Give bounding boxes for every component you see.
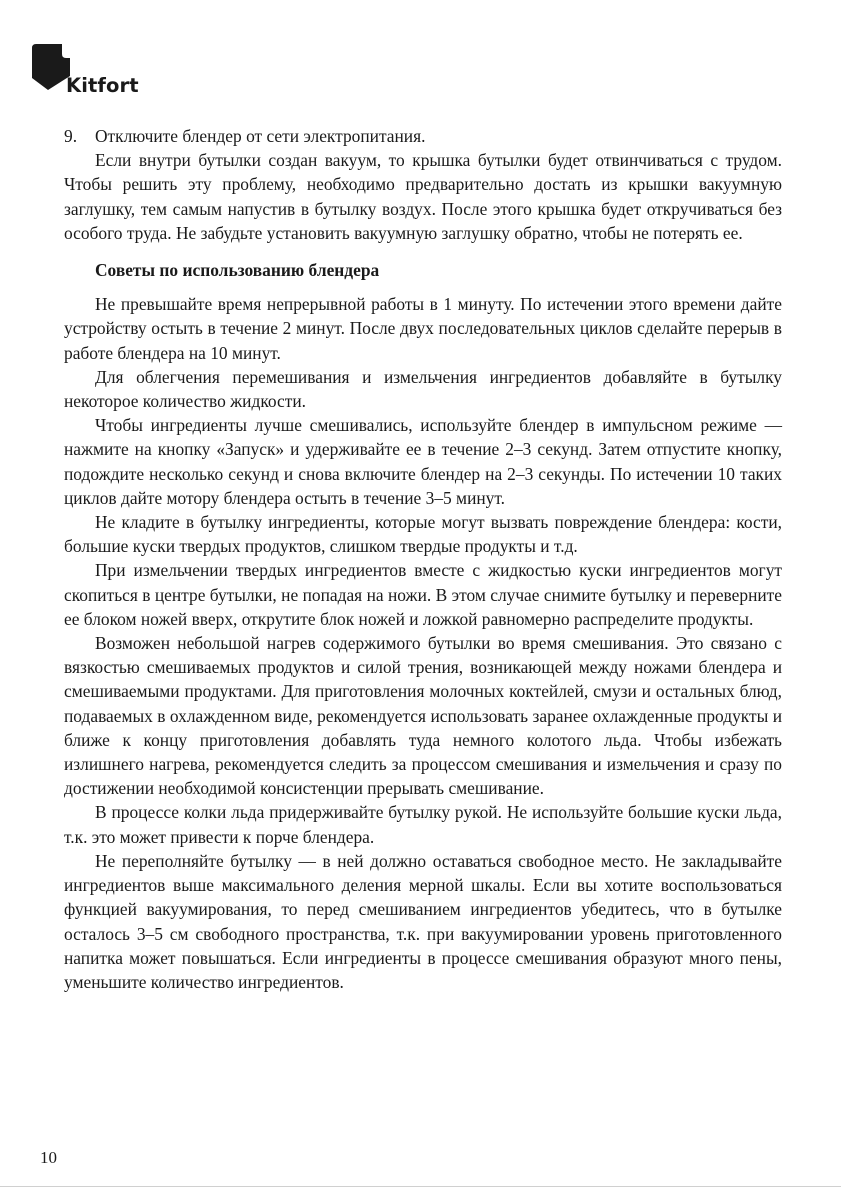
- paragraph: Не кладите в бутылку ингредиенты, которые могут вызвать повреждение блендера: кости, большие куски твердых продуктов, слишком твердые продукты и т.д.: [64, 512, 782, 557]
- paragraph: Не превышайте время непрерывной работы в 1 минуту. По истечении этого времени дайте устройству остыть в течение 2 минут. После двух последовательных циклов сделайте перерыв в работе блендера на 10 минут.: [64, 294, 782, 363]
- paragraph: При измельчении твердых ингредиентов вместе с жидкостью куски ингредиентов могут скопиться в центре бутылки, не попадая на ножи. В этом случае снимите бутылку и переверните ее блоком ножей вверх, открутите блок ножей и ложкой равномерно распределите продукты.: [64, 560, 782, 629]
- paragraph: В процессе колки льда придерживайте бутылку рукой. Не используйте большие куски льда, т.к. это может привести к порче блендера.: [64, 802, 782, 847]
- page-number: 10: [40, 1148, 57, 1167]
- document-body: [64, 124, 782, 994]
- section-heading: Советы по использованию блендера: [95, 260, 380, 281]
- step-9-text: Если внутри бутылки создан вакуум, то крышка бутылки будет отвинчиваться с трудом. Чтобы решить эту проблему, необходимо предварительно достать из крышки вакуумную заглушку, тем самым напустив в бутылку воздух. После этого крышка будет откручиваться без особого труда. Не забудьте установить вакуумную заглушку обратно, чтобы не потерять ее.: [64, 150, 782, 243]
- paragraph: Для облегчения перемешивания и измельчения ингредиентов добавляйте в бутылку некоторое количество жидкости.: [64, 366, 782, 412]
- step-9: [64, 124, 782, 148]
- step-number: 9.: [64, 126, 78, 146]
- bottom-rule: [0, 1186, 841, 1187]
- brand-logo: [32, 44, 152, 104]
- paragraph: Возможен небольшой нагрев содержимого бутылки во время смешивания. Это связано с вязкостью смешиваемых продуктов и силой трения, возникающей между ножами блендера и смешиваемыми продуктами. Для приготовления молочных коктейлей, смузи и остальных блюд, подаваемых в охлажденном виде, рекомендуется использовать заранее охлажденные продукты и ближе к концу приготовления добавлять туда немного колотого льда. Чтобы избежать излишнего нагрева, рекомендуется следить за процессом смешивания и измельчения и сразу по достижении необходимой консистенции прерывать смешивание.: [64, 633, 782, 799]
- brand-name: Kitfort: [66, 74, 139, 97]
- paragraph: Чтобы ингредиенты лучше смешивались, используйте блендер в импульсном режиме — нажмите на кнопку «Запуск» и удерживайте ее в течение 2–3 секунд. Затем отпустите кнопку, подождите несколько секунд и снова включите блендер на 2–3 секунды. По истечении 10 таких циклов дайте мотору блендера остыть в течение 3–5 минут.: [64, 415, 782, 508]
- paragraph: Не переполняйте бутылку — в ней должно оставаться свободное место. Не закладывайте ингредиентов выше максимального деления мерной шкалы. Если вы хотите воспользоваться функцией вакуумирования, то перед смешиванием ингредиентов убедитесь, что в бутылке осталось 3–5 см свободного пространства, т.к. при вакуумировании уровень приготовленного напитка может повышаться. Если ингредиенты в процессе смешивания образуют много пены, уменьшите количество ингредиентов.: [64, 850, 782, 992]
- step-title: Отключите блендер от сети электропитания.: [95, 126, 426, 146]
